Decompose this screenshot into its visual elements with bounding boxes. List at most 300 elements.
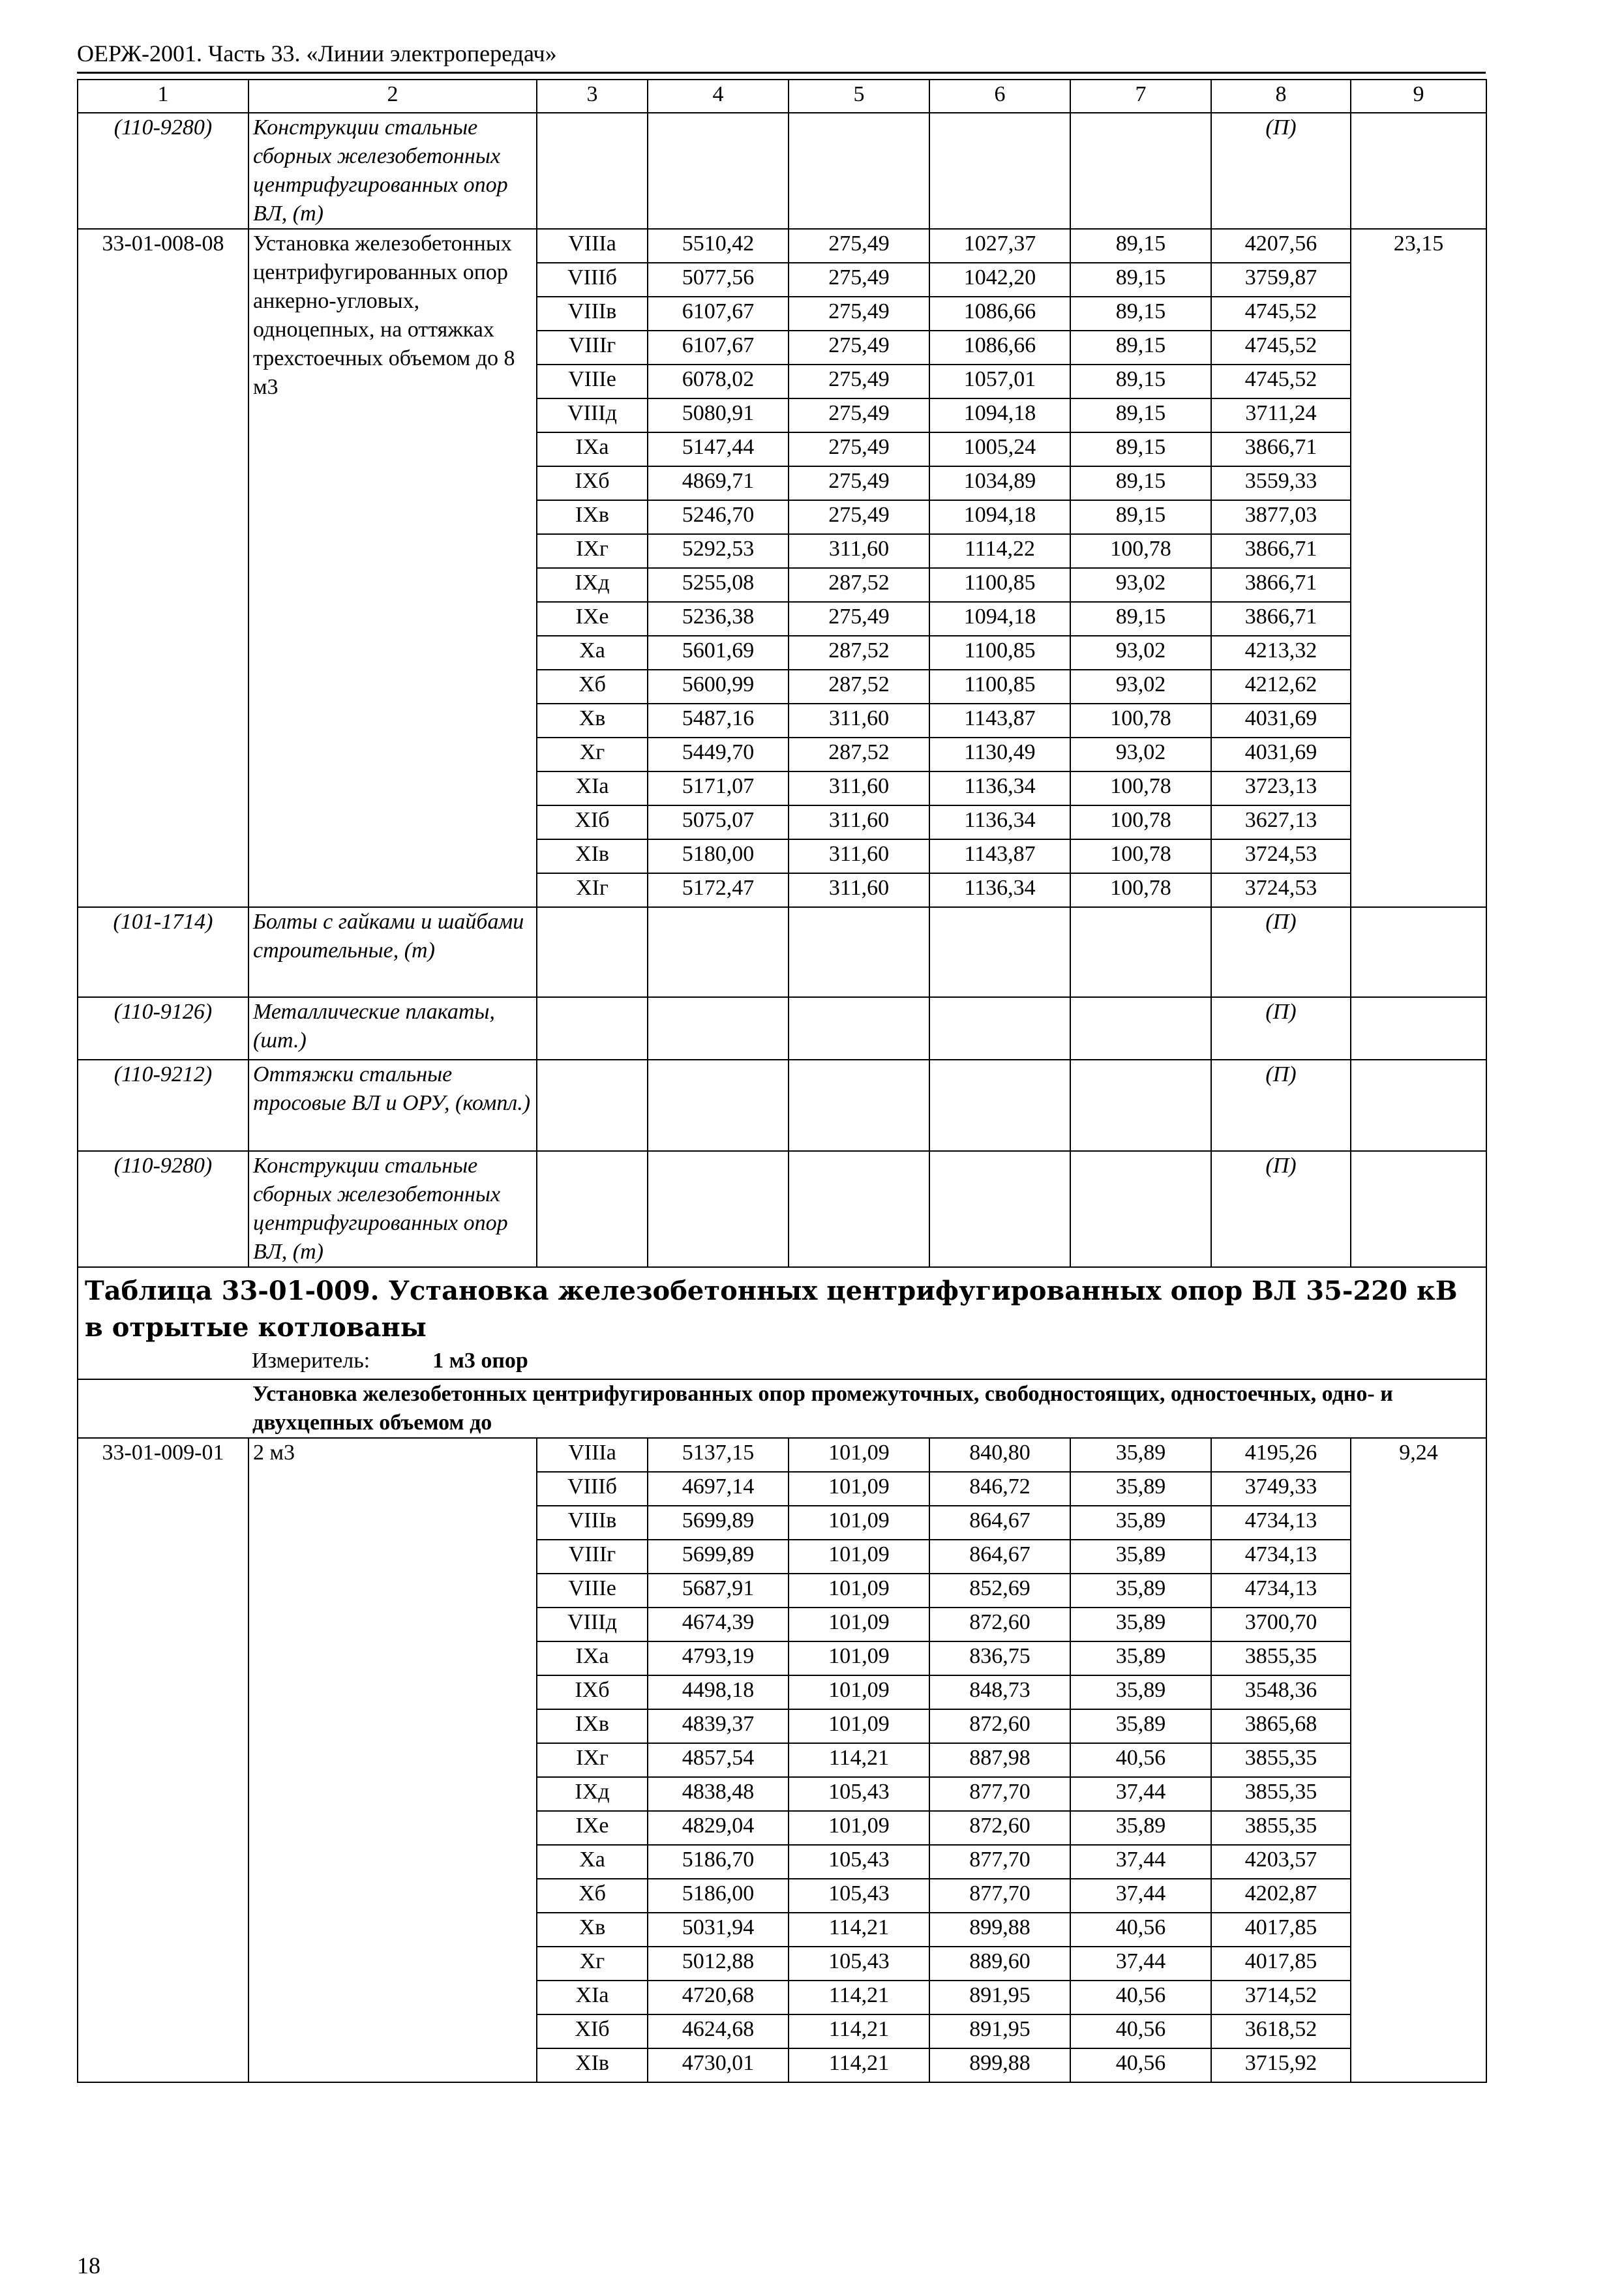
- value-cell: 5186,70: [648, 1845, 789, 1879]
- value-cell: 3877,03: [1211, 500, 1351, 534]
- zone-cell: IXе: [537, 602, 648, 636]
- empty-cell: [1351, 113, 1486, 229]
- value-cell: 1086,66: [929, 331, 1070, 365]
- table-title: Таблица 33-01-009. Установка железобетонных центрифугированных опор ВЛ 35-220 кВ в отрытые котлованы: [85, 1276, 1458, 1343]
- value-cell: 275,49: [789, 432, 929, 466]
- material-code: (110-9212): [78, 1060, 248, 1151]
- value-cell: 1100,85: [929, 636, 1070, 670]
- value-cell: 89,15: [1070, 229, 1211, 263]
- value-cell: 89,15: [1070, 432, 1211, 466]
- value-cell: 872,60: [929, 1709, 1070, 1743]
- rate-name: Установка железобетонных центрифугированных опор анкерно-угловых, одноцепных, на оттяжках трехстоечных объемом до 8 м3: [248, 229, 537, 907]
- value-cell: 275,49: [789, 297, 929, 331]
- value-cell: 4031,69: [1211, 704, 1351, 738]
- value-cell: 35,89: [1070, 1641, 1211, 1675]
- material-code: (101-1714): [78, 907, 248, 997]
- value-cell: 5172,47: [648, 873, 789, 907]
- value-cell: 275,49: [789, 500, 929, 534]
- value-cell: 4745,52: [1211, 331, 1351, 365]
- value-cell: 5077,56: [648, 263, 789, 297]
- value-cell: 311,60: [789, 771, 929, 805]
- zone-cell: Xг: [537, 738, 648, 771]
- value-cell: 4697,14: [648, 1472, 789, 1506]
- zone-cell: Xа: [537, 1845, 648, 1879]
- value-cell: 1136,34: [929, 805, 1070, 839]
- value-cell: 5186,00: [648, 1879, 789, 1913]
- value-cell: 311,60: [789, 704, 929, 738]
- value-cell: 1034,89: [929, 466, 1070, 500]
- value-cell: 1130,49: [929, 738, 1070, 771]
- value-cell: 89,15: [1070, 602, 1211, 636]
- value-cell: 93,02: [1070, 636, 1211, 670]
- value-cell: 5699,89: [648, 1540, 789, 1574]
- zone-cell: Xг: [537, 1947, 648, 1981]
- value-cell: 93,02: [1070, 738, 1211, 771]
- value-cell: 3723,13: [1211, 771, 1351, 805]
- value-cell: 4624,68: [648, 2014, 789, 2048]
- value-cell: 1114,22: [929, 534, 1070, 568]
- value-cell: 5137,15: [648, 1438, 789, 1472]
- zone-cell: IXб: [537, 1675, 648, 1709]
- section-header-row: [78, 1267, 1486, 1379]
- value-cell: 89,15: [1070, 331, 1211, 365]
- value-cell: 852,69: [929, 1574, 1070, 1608]
- value-cell: 4734,13: [1211, 1540, 1351, 1574]
- empty-cell: [789, 997, 929, 1060]
- value-cell: 3618,52: [1211, 2014, 1351, 2048]
- value-cell: 40,56: [1070, 2048, 1211, 2082]
- value-cell: 114,21: [789, 1981, 929, 2014]
- value-cell: 275,49: [789, 263, 929, 297]
- material-row: [78, 113, 1486, 229]
- value-cell: 3700,70: [1211, 1608, 1351, 1641]
- value-cell: 3866,71: [1211, 534, 1351, 568]
- value-cell: 1057,01: [929, 365, 1070, 398]
- material-name: Конструкции стальные сборных железобетонных центрифугированных опор ВЛ, (т): [248, 113, 537, 229]
- material-name: Оттяжки стальные тросовые ВЛ и ОРУ, (компл.): [248, 1060, 537, 1151]
- value-cell: 3724,53: [1211, 873, 1351, 907]
- value-cell: 5080,91: [648, 398, 789, 432]
- value-cell: 5699,89: [648, 1506, 789, 1540]
- measure-line: [85, 1346, 1479, 1376]
- zone-cell: Xа: [537, 636, 648, 670]
- empty-cell: [929, 997, 1070, 1060]
- value-cell: 101,09: [789, 1472, 929, 1506]
- value-cell: 3855,35: [1211, 1811, 1351, 1845]
- material-name: Болты с гайками и шайбами строительные, (т): [248, 907, 537, 997]
- zone-cell: VIIIб: [537, 1472, 648, 1506]
- empty-cell: [1070, 113, 1211, 229]
- value-cell: 40,56: [1070, 2014, 1211, 2048]
- value-cell: 35,89: [1070, 1540, 1211, 1574]
- value-cell: 1086,66: [929, 297, 1070, 331]
- zone-cell: XIв: [537, 2048, 648, 2082]
- value-cell: 114,21: [789, 1743, 929, 1777]
- value-cell: 4838,48: [648, 1777, 789, 1811]
- empty-cell: [1070, 1151, 1211, 1267]
- value-cell: 35,89: [1070, 1675, 1211, 1709]
- empty-cell: [1351, 1060, 1486, 1151]
- material-code: (110-9280): [78, 113, 248, 229]
- value-cell: 287,52: [789, 636, 929, 670]
- value-cell: 877,70: [929, 1845, 1070, 1879]
- zone-cell: IXв: [537, 1709, 648, 1743]
- empty-cell: [1351, 1151, 1486, 1267]
- value-cell: 311,60: [789, 873, 929, 907]
- value-cell: 114,21: [789, 2048, 929, 2082]
- column-number: 1: [78, 80, 248, 113]
- zone-cell: IXб: [537, 466, 648, 500]
- zone-cell: XIа: [537, 771, 648, 805]
- value-cell: 105,43: [789, 1777, 929, 1811]
- zone-cell: VIIIг: [537, 331, 648, 365]
- value-cell: 6078,02: [648, 365, 789, 398]
- zone-cell: VIIIд: [537, 398, 648, 432]
- zone-cell: VIIIа: [537, 1438, 648, 1472]
- rates-table: [77, 79, 1487, 2083]
- zone-cell: IXа: [537, 432, 648, 466]
- empty-cell: [929, 1060, 1070, 1151]
- value-cell: 40,56: [1070, 1981, 1211, 2014]
- material-col8: (П): [1211, 1060, 1351, 1151]
- column-number: 6: [929, 80, 1070, 113]
- col9-cell: 9,24: [1351, 1438, 1486, 2082]
- value-cell: 5236,38: [648, 602, 789, 636]
- value-cell: 887,98: [929, 1743, 1070, 1777]
- value-cell: 311,60: [789, 534, 929, 568]
- running-header: ОЕРЖ-2001. Часть 33. «Линии электропередач»: [77, 40, 557, 67]
- material-row: [78, 1151, 1486, 1267]
- measure-value: 1 м3 опор: [432, 1349, 528, 1373]
- table-row: [78, 229, 1486, 263]
- page-number: 18: [77, 2252, 100, 2279]
- empty-cell: [537, 907, 648, 997]
- value-cell: 1094,18: [929, 398, 1070, 432]
- value-cell: 100,78: [1070, 704, 1211, 738]
- value-cell: 5147,44: [648, 432, 789, 466]
- value-cell: 877,70: [929, 1879, 1070, 1913]
- zone-cell: Xв: [537, 1913, 648, 1947]
- value-cell: 1094,18: [929, 500, 1070, 534]
- value-cell: 101,09: [789, 1608, 929, 1641]
- zone-cell: IXе: [537, 1811, 648, 1845]
- value-cell: 3855,35: [1211, 1743, 1351, 1777]
- zone-cell: IXд: [537, 1777, 648, 1811]
- empty-cell: [648, 997, 789, 1060]
- value-cell: 89,15: [1070, 263, 1211, 297]
- rate-code: 33-01-008-08: [78, 229, 248, 907]
- empty-cell: [537, 1151, 648, 1267]
- subtitle-row: [78, 1379, 1486, 1438]
- value-cell: 5075,07: [648, 805, 789, 839]
- column-number: 2: [248, 80, 537, 113]
- zone-cell: VIIIб: [537, 263, 648, 297]
- value-cell: 287,52: [789, 738, 929, 771]
- empty-cell: [537, 1060, 648, 1151]
- value-cell: 3866,71: [1211, 568, 1351, 602]
- material-col8: (П): [1211, 997, 1351, 1060]
- zone-cell: XIб: [537, 2014, 648, 2048]
- material-name: Металлические плакаты, (шт.): [248, 997, 537, 1060]
- empty-cell: [648, 907, 789, 997]
- zone-cell: IXв: [537, 500, 648, 534]
- value-cell: 4202,87: [1211, 1879, 1351, 1913]
- value-cell: 89,15: [1070, 297, 1211, 331]
- column-number: 9: [1351, 80, 1486, 113]
- value-cell: 101,09: [789, 1709, 929, 1743]
- column-number: 8: [1211, 80, 1351, 113]
- value-cell: 100,78: [1070, 805, 1211, 839]
- value-cell: 891,95: [929, 2014, 1070, 2048]
- value-cell: 1094,18: [929, 602, 1070, 636]
- value-cell: 4734,13: [1211, 1506, 1351, 1540]
- value-cell: 100,78: [1070, 873, 1211, 907]
- value-cell: 864,67: [929, 1540, 1070, 1574]
- empty-cell: [648, 113, 789, 229]
- value-cell: 4207,56: [1211, 229, 1351, 263]
- value-cell: 275,49: [789, 466, 929, 500]
- value-cell: 275,49: [789, 331, 929, 365]
- value-cell: 105,43: [789, 1947, 929, 1981]
- material-col8: (П): [1211, 1151, 1351, 1267]
- zone-cell: VIIIд: [537, 1608, 648, 1641]
- value-cell: 3759,87: [1211, 263, 1351, 297]
- value-cell: 3749,33: [1211, 1472, 1351, 1506]
- value-cell: 4017,85: [1211, 1947, 1351, 1981]
- value-cell: 1100,85: [929, 568, 1070, 602]
- value-cell: 1042,20: [929, 263, 1070, 297]
- value-cell: 1100,85: [929, 670, 1070, 704]
- value-cell: 105,43: [789, 1845, 929, 1879]
- value-cell: 35,89: [1070, 1574, 1211, 1608]
- rate-code: 33-01-009-01: [78, 1438, 248, 2082]
- value-cell: 275,49: [789, 398, 929, 432]
- value-cell: 5180,00: [648, 839, 789, 873]
- col9-cell: 23,15: [1351, 229, 1486, 907]
- value-cell: 846,72: [929, 1472, 1070, 1506]
- empty-cell: [1070, 907, 1211, 997]
- value-cell: 5171,07: [648, 771, 789, 805]
- value-cell: 89,15: [1070, 365, 1211, 398]
- value-cell: 35,89: [1070, 1472, 1211, 1506]
- value-cell: 5031,94: [648, 1913, 789, 1947]
- material-name: Конструкции стальные сборных железобетонных центрифугированных опор ВЛ, (т): [248, 1151, 537, 1267]
- zone-cell: XIг: [537, 873, 648, 907]
- value-cell: 5510,42: [648, 229, 789, 263]
- value-cell: 37,44: [1070, 1879, 1211, 1913]
- value-cell: 840,80: [929, 1438, 1070, 1472]
- empty-cell: [648, 1060, 789, 1151]
- zone-cell: VIIIа: [537, 229, 648, 263]
- header-rule: [77, 72, 1486, 74]
- value-cell: 4745,52: [1211, 365, 1351, 398]
- zone-cell: Xв: [537, 704, 648, 738]
- value-cell: 864,67: [929, 1506, 1070, 1540]
- value-cell: 891,95: [929, 1981, 1070, 2014]
- column-number: 7: [1070, 80, 1211, 113]
- material-col8: (П): [1211, 113, 1351, 229]
- value-cell: 3627,13: [1211, 805, 1351, 839]
- empty-cell: [789, 907, 929, 997]
- value-cell: 93,02: [1070, 568, 1211, 602]
- zone-cell: XIа: [537, 1981, 648, 2014]
- value-cell: 40,56: [1070, 1913, 1211, 1947]
- value-cell: 836,75: [929, 1641, 1070, 1675]
- empty-cell: [929, 907, 1070, 997]
- value-cell: 311,60: [789, 839, 929, 873]
- value-cell: 4017,85: [1211, 1913, 1351, 1947]
- value-cell: 899,88: [929, 1913, 1070, 1947]
- value-cell: 4839,37: [648, 1709, 789, 1743]
- value-cell: 5600,99: [648, 670, 789, 704]
- zone-cell: VIIIв: [537, 297, 648, 331]
- empty-cell: [1070, 1060, 1211, 1151]
- value-cell: 40,56: [1070, 1743, 1211, 1777]
- value-cell: 101,09: [789, 1540, 929, 1574]
- value-cell: 1005,24: [929, 432, 1070, 466]
- value-cell: 101,09: [789, 1811, 929, 1845]
- value-cell: 1143,87: [929, 704, 1070, 738]
- column-number: 4: [648, 80, 789, 113]
- value-cell: 101,09: [789, 1506, 929, 1540]
- value-cell: 4195,26: [1211, 1438, 1351, 1472]
- empty-cell: [537, 997, 648, 1060]
- material-row: [78, 997, 1486, 1060]
- value-cell: 4203,57: [1211, 1845, 1351, 1879]
- value-cell: 35,89: [1070, 1506, 1211, 1540]
- value-cell: 93,02: [1070, 670, 1211, 704]
- value-cell: 4734,13: [1211, 1574, 1351, 1608]
- empty-cell: [648, 1151, 789, 1267]
- value-cell: 4031,69: [1211, 738, 1351, 771]
- value-cell: 101,09: [789, 1641, 929, 1675]
- value-cell: 889,60: [929, 1947, 1070, 1981]
- value-cell: 4730,01: [648, 2048, 789, 2082]
- empty-cell: [789, 1151, 929, 1267]
- zone-cell: Xб: [537, 1879, 648, 1913]
- value-cell: 275,49: [789, 365, 929, 398]
- value-cell: 100,78: [1070, 839, 1211, 873]
- value-cell: 1027,37: [929, 229, 1070, 263]
- value-cell: 1143,87: [929, 839, 1070, 873]
- value-cell: 35,89: [1070, 1438, 1211, 1472]
- value-cell: 3559,33: [1211, 466, 1351, 500]
- value-cell: 275,49: [789, 602, 929, 636]
- value-cell: 872,60: [929, 1811, 1070, 1845]
- zone-cell: IXд: [537, 568, 648, 602]
- value-cell: 4869,71: [648, 466, 789, 500]
- value-cell: 5012,88: [648, 1947, 789, 1981]
- rate-name: 2 м3: [248, 1438, 537, 2082]
- value-cell: 3714,52: [1211, 1981, 1351, 2014]
- value-cell: 5601,69: [648, 636, 789, 670]
- section-subtitle: Установка железобетонных центрифугированных опор промежуточных, свободностоящих, одностоечных, одно- и двухцепных объемом до: [248, 1379, 1486, 1438]
- value-cell: 3855,35: [1211, 1777, 1351, 1811]
- value-cell: 4857,54: [648, 1743, 789, 1777]
- value-cell: 37,44: [1070, 1947, 1211, 1981]
- value-cell: 114,21: [789, 2014, 929, 2048]
- value-cell: 6107,67: [648, 331, 789, 365]
- value-cell: 1136,34: [929, 873, 1070, 907]
- value-cell: 100,78: [1070, 771, 1211, 805]
- value-cell: 1136,34: [929, 771, 1070, 805]
- value-cell: 877,70: [929, 1777, 1070, 1811]
- value-cell: 37,44: [1070, 1777, 1211, 1811]
- measure-label: Измеритель:: [252, 1349, 370, 1373]
- value-cell: 3711,24: [1211, 398, 1351, 432]
- table-row: [78, 1438, 1486, 1472]
- empty-cell: [929, 1151, 1070, 1267]
- zone-cell: IXг: [537, 534, 648, 568]
- value-cell: 287,52: [789, 670, 929, 704]
- value-cell: 101,09: [789, 1438, 929, 1472]
- value-cell: 848,73: [929, 1675, 1070, 1709]
- value-cell: 899,88: [929, 2048, 1070, 2082]
- material-code: (110-9280): [78, 1151, 248, 1267]
- value-cell: 101,09: [789, 1574, 929, 1608]
- empty-cell: [789, 113, 929, 229]
- column-number: 5: [789, 80, 929, 113]
- empty-cell: [929, 113, 1070, 229]
- value-cell: 872,60: [929, 1608, 1070, 1641]
- value-cell: 37,44: [1070, 1845, 1211, 1879]
- value-cell: 287,52: [789, 568, 929, 602]
- material-row: [78, 1060, 1486, 1151]
- value-cell: 3724,53: [1211, 839, 1351, 873]
- empty-cell: [1351, 907, 1486, 997]
- value-cell: 35,89: [1070, 1608, 1211, 1641]
- empty-cell: [789, 1060, 929, 1151]
- value-cell: 3865,68: [1211, 1709, 1351, 1743]
- value-cell: 5246,70: [648, 500, 789, 534]
- value-cell: 6107,67: [648, 297, 789, 331]
- value-cell: 3855,35: [1211, 1641, 1351, 1675]
- value-cell: 89,15: [1070, 398, 1211, 432]
- column-number-row: [78, 80, 1486, 113]
- zone-cell: VIIIв: [537, 1506, 648, 1540]
- value-cell: 89,15: [1070, 466, 1211, 500]
- value-cell: 101,09: [789, 1675, 929, 1709]
- empty-cell: [537, 113, 648, 229]
- value-cell: 5487,16: [648, 704, 789, 738]
- value-cell: 5449,70: [648, 738, 789, 771]
- column-number: 3: [537, 80, 648, 113]
- zone-cell: XIв: [537, 839, 648, 873]
- material-code: (110-9126): [78, 997, 248, 1060]
- value-cell: 5255,08: [648, 568, 789, 602]
- zone-cell: IXа: [537, 1641, 648, 1675]
- empty-cell: [1351, 997, 1486, 1060]
- value-cell: 4829,04: [648, 1811, 789, 1845]
- value-cell: 5292,53: [648, 534, 789, 568]
- zone-cell: XIб: [537, 805, 648, 839]
- value-cell: 3866,71: [1211, 602, 1351, 636]
- value-cell: 4498,18: [648, 1675, 789, 1709]
- zone-cell: VIIIе: [537, 1574, 648, 1608]
- empty-cell: [78, 1379, 248, 1438]
- value-cell: 4793,19: [648, 1641, 789, 1675]
- value-cell: 4745,52: [1211, 297, 1351, 331]
- material-row: [78, 907, 1486, 997]
- value-cell: 35,89: [1070, 1811, 1211, 1845]
- value-cell: 3866,71: [1211, 432, 1351, 466]
- value-cell: 311,60: [789, 805, 929, 839]
- zone-cell: VIIIе: [537, 365, 648, 398]
- value-cell: 89,15: [1070, 500, 1211, 534]
- value-cell: 105,43: [789, 1879, 929, 1913]
- value-cell: 3548,36: [1211, 1675, 1351, 1709]
- value-cell: 5687,91: [648, 1574, 789, 1608]
